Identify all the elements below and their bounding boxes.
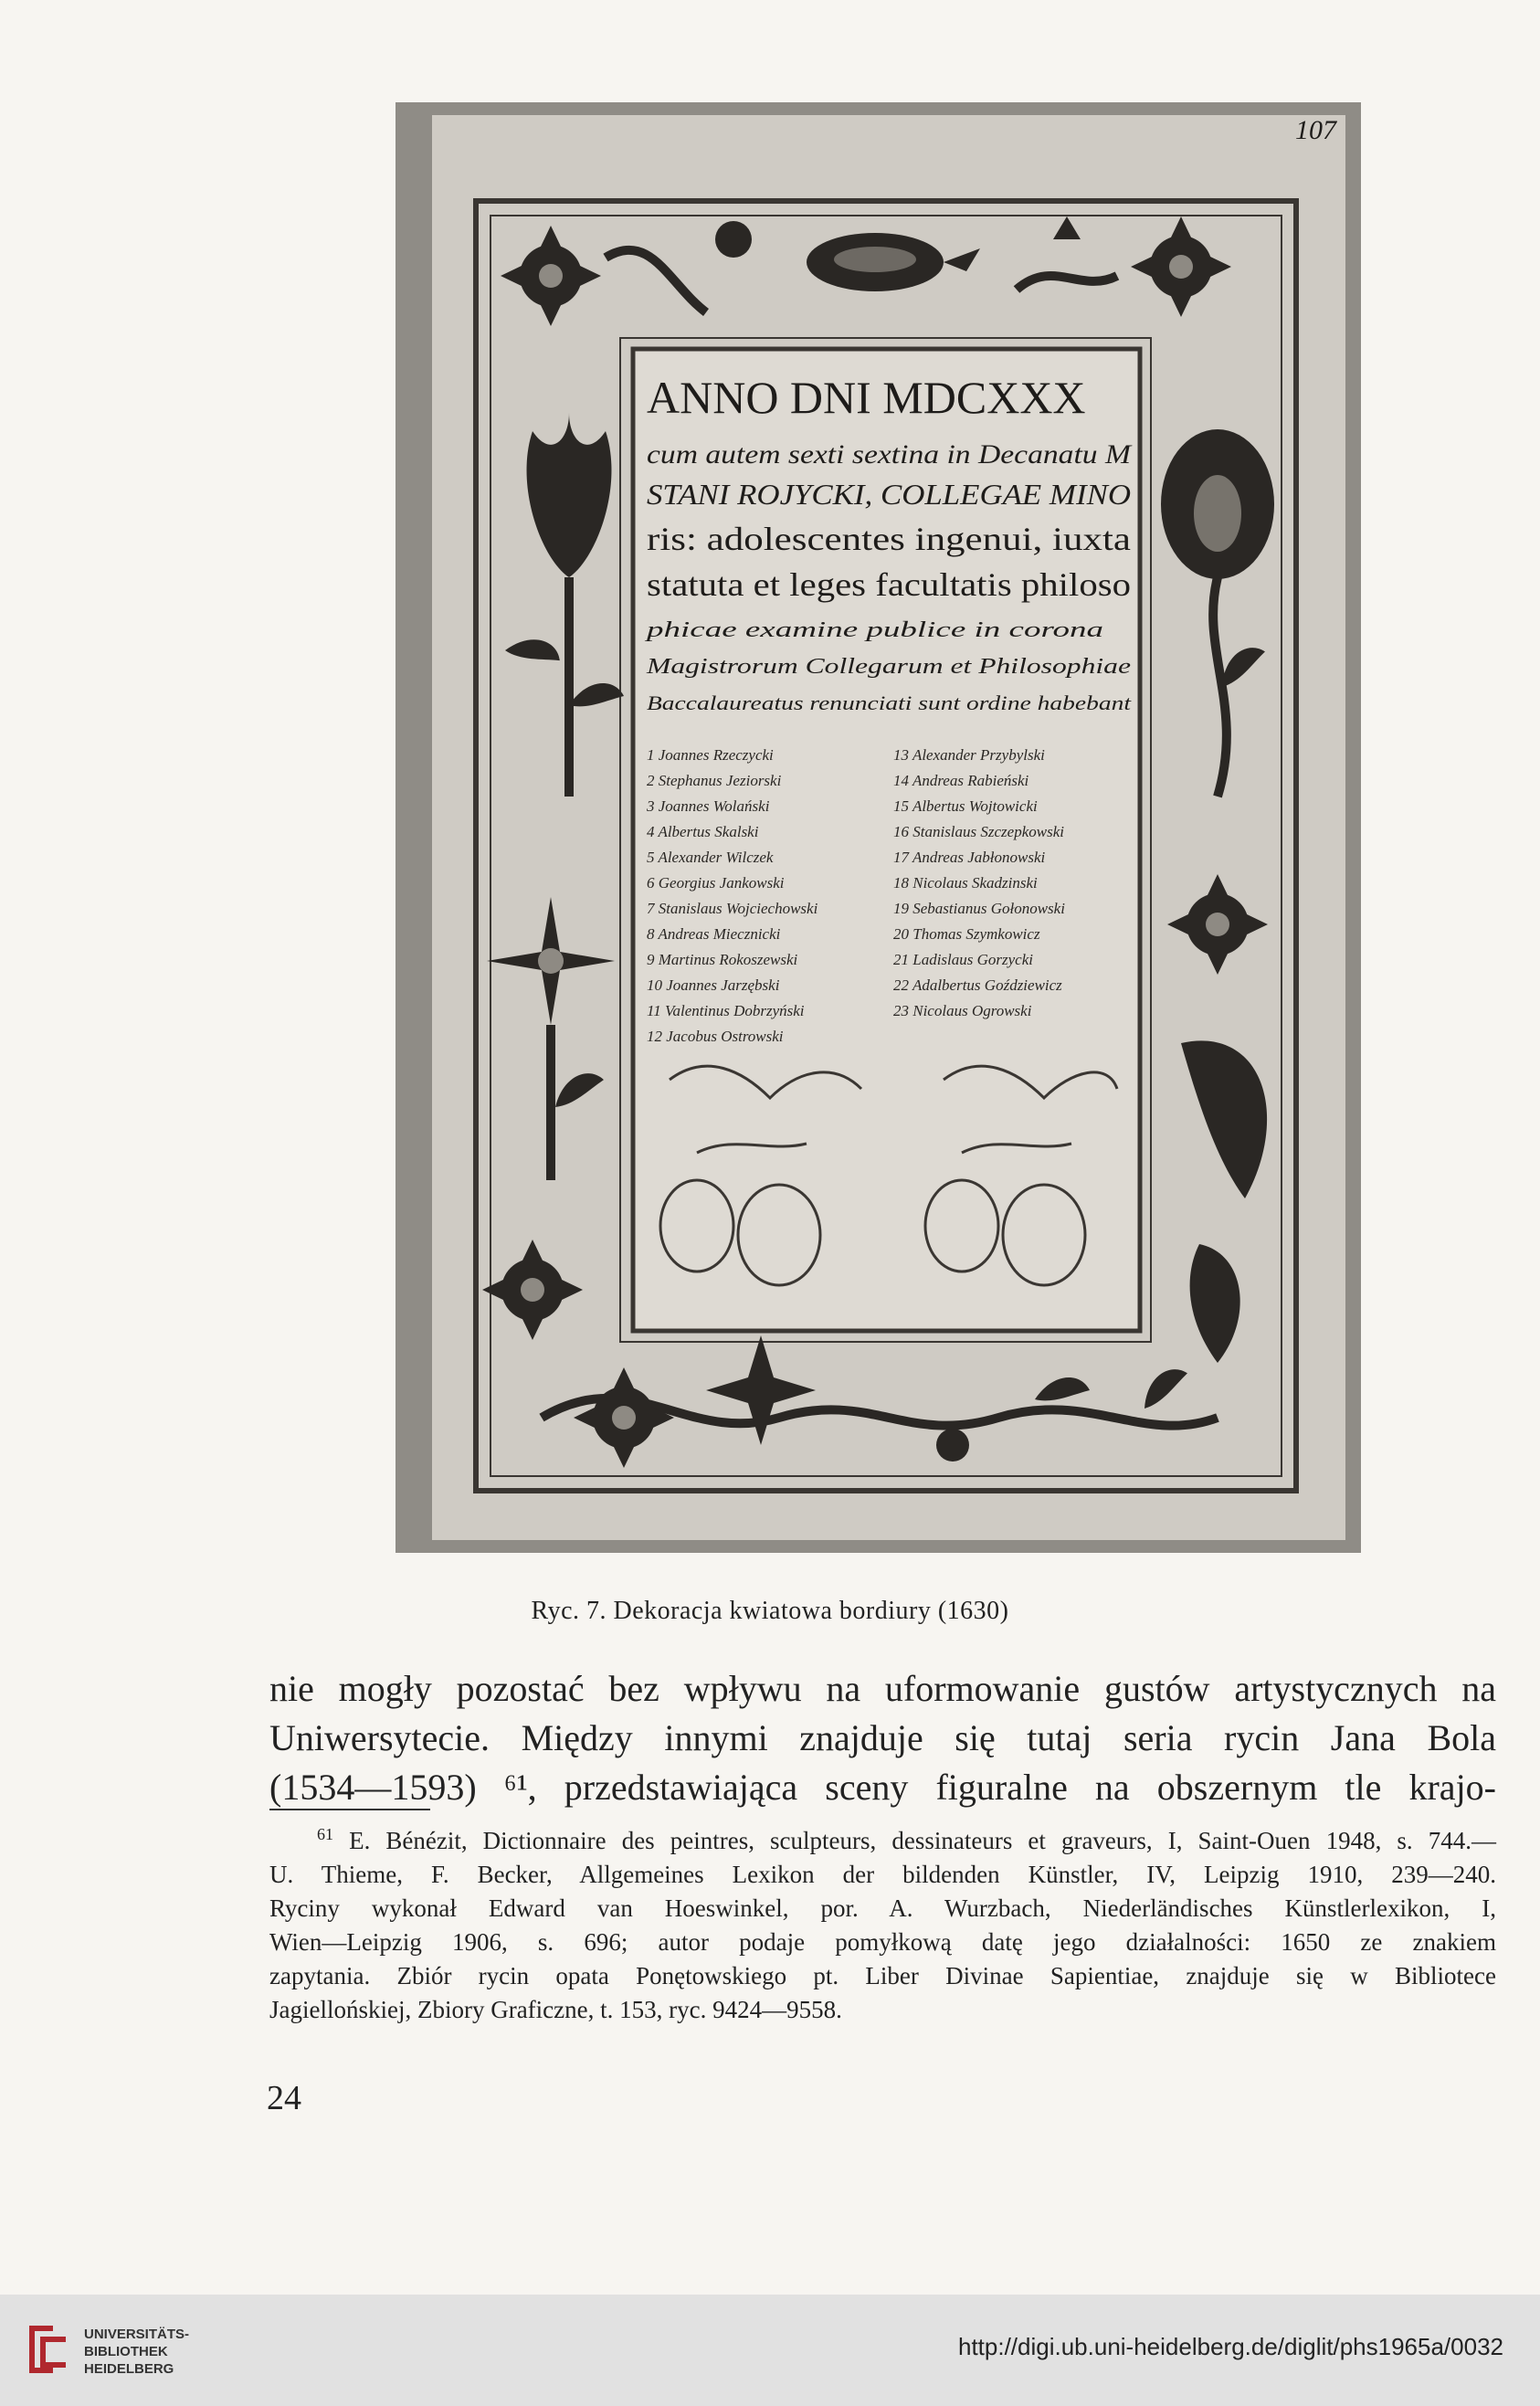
footnote-line: zapytania. Zbiór rycin opata Ponętowskiego pt. Liber Divinae Sapientiae, znajduje się w Bibliotece	[269, 1962, 1496, 1989]
manuscript-line: STANI ROJYCKI, COLLEGAE MINO	[647, 478, 1131, 511]
library-name-line: BIBLIOTHEK	[84, 2344, 168, 2359]
body-line: Uniwersytecie. Między innymi znajduje się tutaj seria rycin Jana Bola	[269, 1717, 1496, 1758]
body-line: (1534—1593) ⁶¹, przedstawiająca sceny figuralne na obszernym tle krajo-	[269, 1767, 1496, 1808]
body-paragraph	[269, 1664, 1496, 1812]
footer-bar	[0, 2295, 1540, 2406]
footnote-line: Ryciny wykonał Edward van Hoeswinkel, por. A. Wurzbach, Niederländisches Künstlerlexikon, I,	[269, 1894, 1496, 1922]
footnote-line: Wien—Leipzig 1906, s. 696; autor podaje pomyłkową datę jego działalności: 1650 ze znakiem	[269, 1928, 1496, 1956]
manuscript-name-entry: 6 Georgius Jankowski	[647, 874, 785, 892]
manuscript-name-entry: 7 Stanislaus Wojciechowski	[647, 900, 818, 917]
manuscript-line: cum autem sexti sextina in Decanatu M	[647, 439, 1134, 470]
manuscript-name-entry: 17 Andreas Jabłonowski	[893, 849, 1046, 866]
figure-photograph	[396, 102, 1361, 1553]
body-line: nie mogły pozostać bez wpływu na uformowanie gustów artystycznych na	[269, 1668, 1496, 1709]
page-number: 24	[267, 2079, 301, 2117]
manuscript-name-entry: 8 Andreas Miecznicki	[647, 925, 781, 943]
manuscript-name-entry: 11 Valentinus Dobrzyński	[647, 1002, 805, 1019]
manuscript-name-entry: 1 Joannes Rzeczycki	[647, 746, 774, 764]
footnote-line	[269, 1818, 1496, 1858]
manuscript-name-entry: 14 Andreas Rabieński	[893, 772, 1029, 789]
library-name-line: HEIDELBERG	[84, 2361, 174, 2377]
manuscript-illustration	[396, 102, 1361, 1553]
manuscript-line: ris: adolescentes ingenui, iuxta	[647, 521, 1132, 557]
source-url-link[interactable]: http://digi.ub.uni-heidelberg.de/diglit/phs1965a/0032	[957, 2333, 1503, 2360]
manuscript-line: statuta et leges facultatis philoso	[647, 566, 1131, 603]
library-name	[84, 2326, 189, 2378]
manuscript-name-entry: 5 Alexander Wilczek	[647, 849, 774, 866]
footnote-line: Jagiellońskiej, Zbiory Graficzne, t. 153, ryc. 9424—9558.	[269, 1996, 842, 2023]
footnote	[269, 1818, 1496, 2027]
manuscript-name-entry: 21 Ladislaus Gorzycki	[893, 951, 1033, 968]
manuscript-name-entry: 23 Nicolaus Ogrowski	[893, 1002, 1032, 1019]
library-name-line: UNIVERSITÄTS-	[84, 2327, 190, 2342]
manuscript-heading: ANNO DNI MDCXXX	[647, 372, 1086, 423]
footnote-line: U. Thieme, F. Becker, Allgemeines Lexikon der bildenden Künstler, IV, Leipzig 1910, 239—240.	[269, 1861, 1496, 1888]
footnote-text: E. Bénézit, Dictionnaire des peintres, sculpteurs, dessinateurs et graveurs, I, Saint-Ouen 1948, s. 744.—	[349, 1827, 1496, 1854]
manuscript-line: Baccalaureatus renunciati sunt ordine habebant	[647, 691, 1133, 714]
manuscript-name-entry: 15 Albertus Wojtowicki	[893, 797, 1038, 815]
footnote-divider	[269, 1809, 430, 1810]
manuscript-name-entry: 10 Joannes Jarzębski	[647, 976, 780, 994]
manuscript-page-mark: 107	[1295, 115, 1336, 145]
manuscript-name-entry: 12 Jacobus Ostrowski	[647, 1028, 784, 1045]
manuscript-name-entry: 13 Alexander Przybylski	[893, 746, 1045, 764]
figure-caption: Ryc. 7. Dekoracja kwiatowa bordiury (1630)	[531, 1597, 1009, 1625]
manuscript-name-entry: 4 Albertus Skalski	[647, 823, 759, 840]
manuscript-name-entry: 9 Martinus Rokoszewski	[647, 951, 798, 968]
manuscript-name-entry: 16 Stanislaus Szczepkowski	[893, 823, 1064, 840]
manuscript-line: phicae examine publice in corona	[643, 618, 1103, 642]
manuscript-name-entry: 20 Thomas Szymkowicz	[893, 925, 1040, 943]
manuscript-name-entry: 19 Sebastianus Gołonowski	[893, 900, 1065, 917]
library-logo-icon	[26, 2322, 69, 2377]
manuscript-name-entry: 22 Adalbertus Goździewicz	[893, 976, 1062, 994]
manuscript-line: Magistrorum Collegarum et Philosophiae	[645, 655, 1132, 679]
manuscript-name-entry: 2 Stephanus Jeziorski	[647, 772, 782, 789]
footnote-number: 61	[317, 1825, 333, 1843]
manuscript-name-entry: 3 Joannes Wolański	[647, 797, 770, 815]
manuscript-name-entry: 18 Nicolaus Skadzinski	[893, 874, 1038, 892]
